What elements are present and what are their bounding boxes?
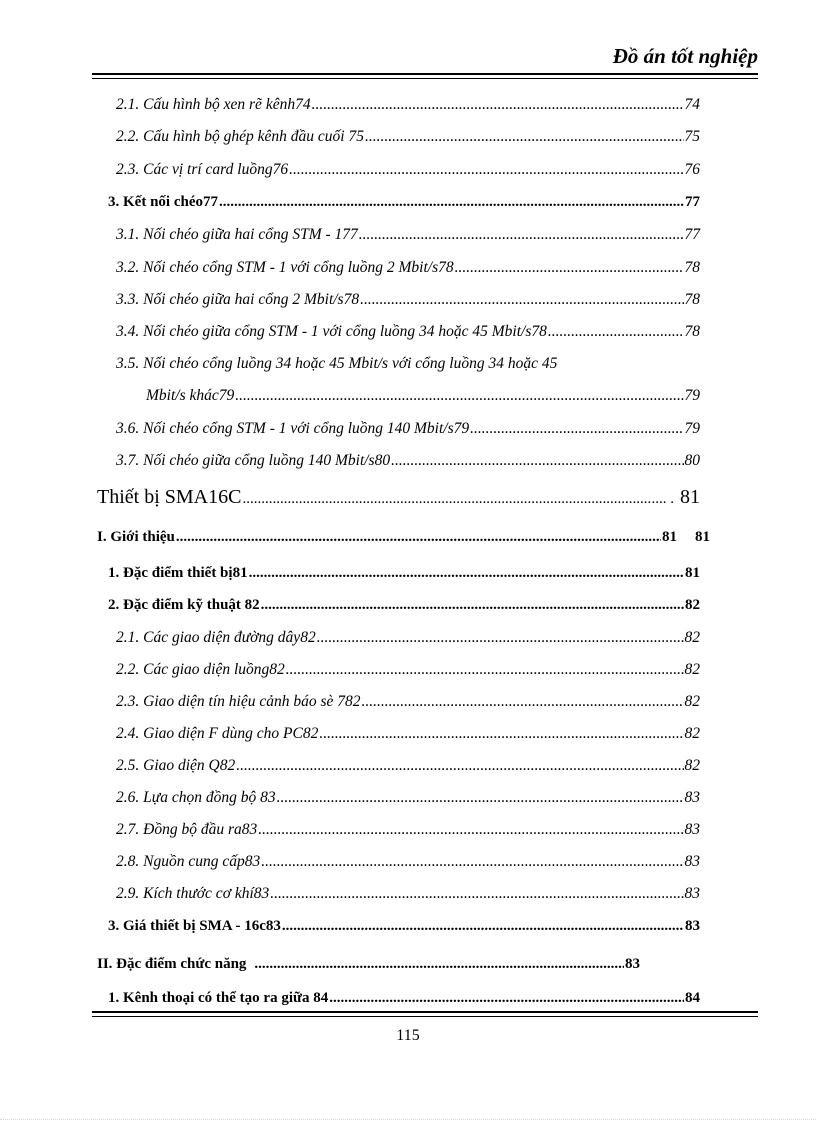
header-rule-thin (92, 78, 758, 79)
footer-rule-thin (92, 1016, 758, 1017)
toc-entry[interactable]: 2.8. Nguồn cung cấp83 ..... 83 (116, 853, 700, 871)
page-header-title: Đồ án tốt nghiệp (612, 44, 758, 68)
toc-entry[interactable]: 2.4. Giao diện F dùng cho PC82 ..... 82 (116, 725, 700, 743)
toc-entry[interactable]: 3.1. Nối chéo giữa hai cổng STM - 177 ..... 77 (116, 226, 700, 244)
toc-entry[interactable]: 1. Đặc điểm thiết bị81 ..... 81 (108, 565, 700, 582)
toc-entry[interactable]: Mbit/s khác79 ..... 79 (146, 387, 700, 405)
page-number: 115 (396, 1027, 420, 1044)
toc-entry[interactable]: 2.9. Kích thước cơ khí83 ..... 83 (116, 885, 700, 903)
toc-entry[interactable]: 2. Đặc điểm kỹ thuật 82 ..... 82 (108, 597, 700, 614)
footer-rule-thick (92, 1011, 758, 1013)
toc-entry[interactable]: 2.1. Các giao diện đường dây82 ..... 82 (116, 629, 700, 647)
toc-entry[interactable]: 2.2. Cấu hình bộ ghép kênh đầu cuối 75 ..... 75 (116, 128, 700, 146)
toc-entry[interactable]: 3.4. Nối chéo giữa cổng STM - 1 với cổng luồng 34 hoặc 45 Mbit/s78 ..... 78 (116, 323, 700, 341)
toc-entry[interactable]: 2.3. Giao diện tín hiệu cảnh báo sè 782 ..... 82 (116, 693, 700, 711)
toc-entry[interactable]: 1. Kênh thoại có thể tạo ra giữa 84 ..... 84 (108, 990, 700, 1007)
toc-entry[interactable]: 3.7. Nối chéo giữa cổng luồng 140 Mbit/s80 ..... 80 (116, 452, 700, 470)
toc-entry[interactable]: 3. Kết nối chéo77 ..... 77 (108, 194, 700, 211)
toc-entry[interactable]: 3.3. Nối chéo giữa hai cổng 2 Mbit/s78 ..... 78 (116, 291, 700, 309)
toc-entry[interactable]: 3.6. Nối chéo cổng STM - 1 với cổng luồng 140 Mbit/s79 ..... 79 (116, 420, 700, 438)
toc-entry[interactable]: 3.2. Nối chéo cổng STM - 1 với cổng luồng 2 Mbit/s78 ..... 78 (116, 259, 700, 277)
toc-chapter-entry[interactable]: Thiết bị SMA16C ..... .... . 81 (97, 486, 700, 509)
header-rule-thick (92, 73, 758, 75)
toc-entry[interactable]: 2.2. Các giao diện luồng82 ..... 82 (116, 661, 700, 679)
toc-entry[interactable]: 2.1. Cấu hình bộ xen rẽ kênh74 ..... 74 (116, 96, 700, 114)
toc-entry[interactable]: 2.6. Lựa chọn đồng bộ 83 ..... 83 (116, 789, 700, 807)
toc-entry[interactable]: 3.5. Nối chéo cổng luồng 34 hoặc 45 Mbit/s với cổng luồng 34 hoặc 45 (116, 355, 558, 372)
toc-entry[interactable]: 2.7. Đồng bộ đầu ra83 ..... 83 (116, 821, 700, 839)
toc-entry[interactable]: I. Giới thiệu ..... 81 81 (97, 529, 710, 546)
page-edge-divider (0, 1119, 816, 1121)
toc-entry[interactable]: 3. Giá thiết bị SMA - 16c83 ..... 83 (108, 918, 700, 935)
toc-entry[interactable]: 2.3. Các vị trí card luồng76 ..... 76 (116, 161, 700, 179)
toc-entry[interactable]: 2.5. Giao diện Q82 ..... 82 (116, 757, 700, 775)
toc-entry[interactable]: II. Đặc điểm chức năng ..... 83 (97, 956, 640, 973)
